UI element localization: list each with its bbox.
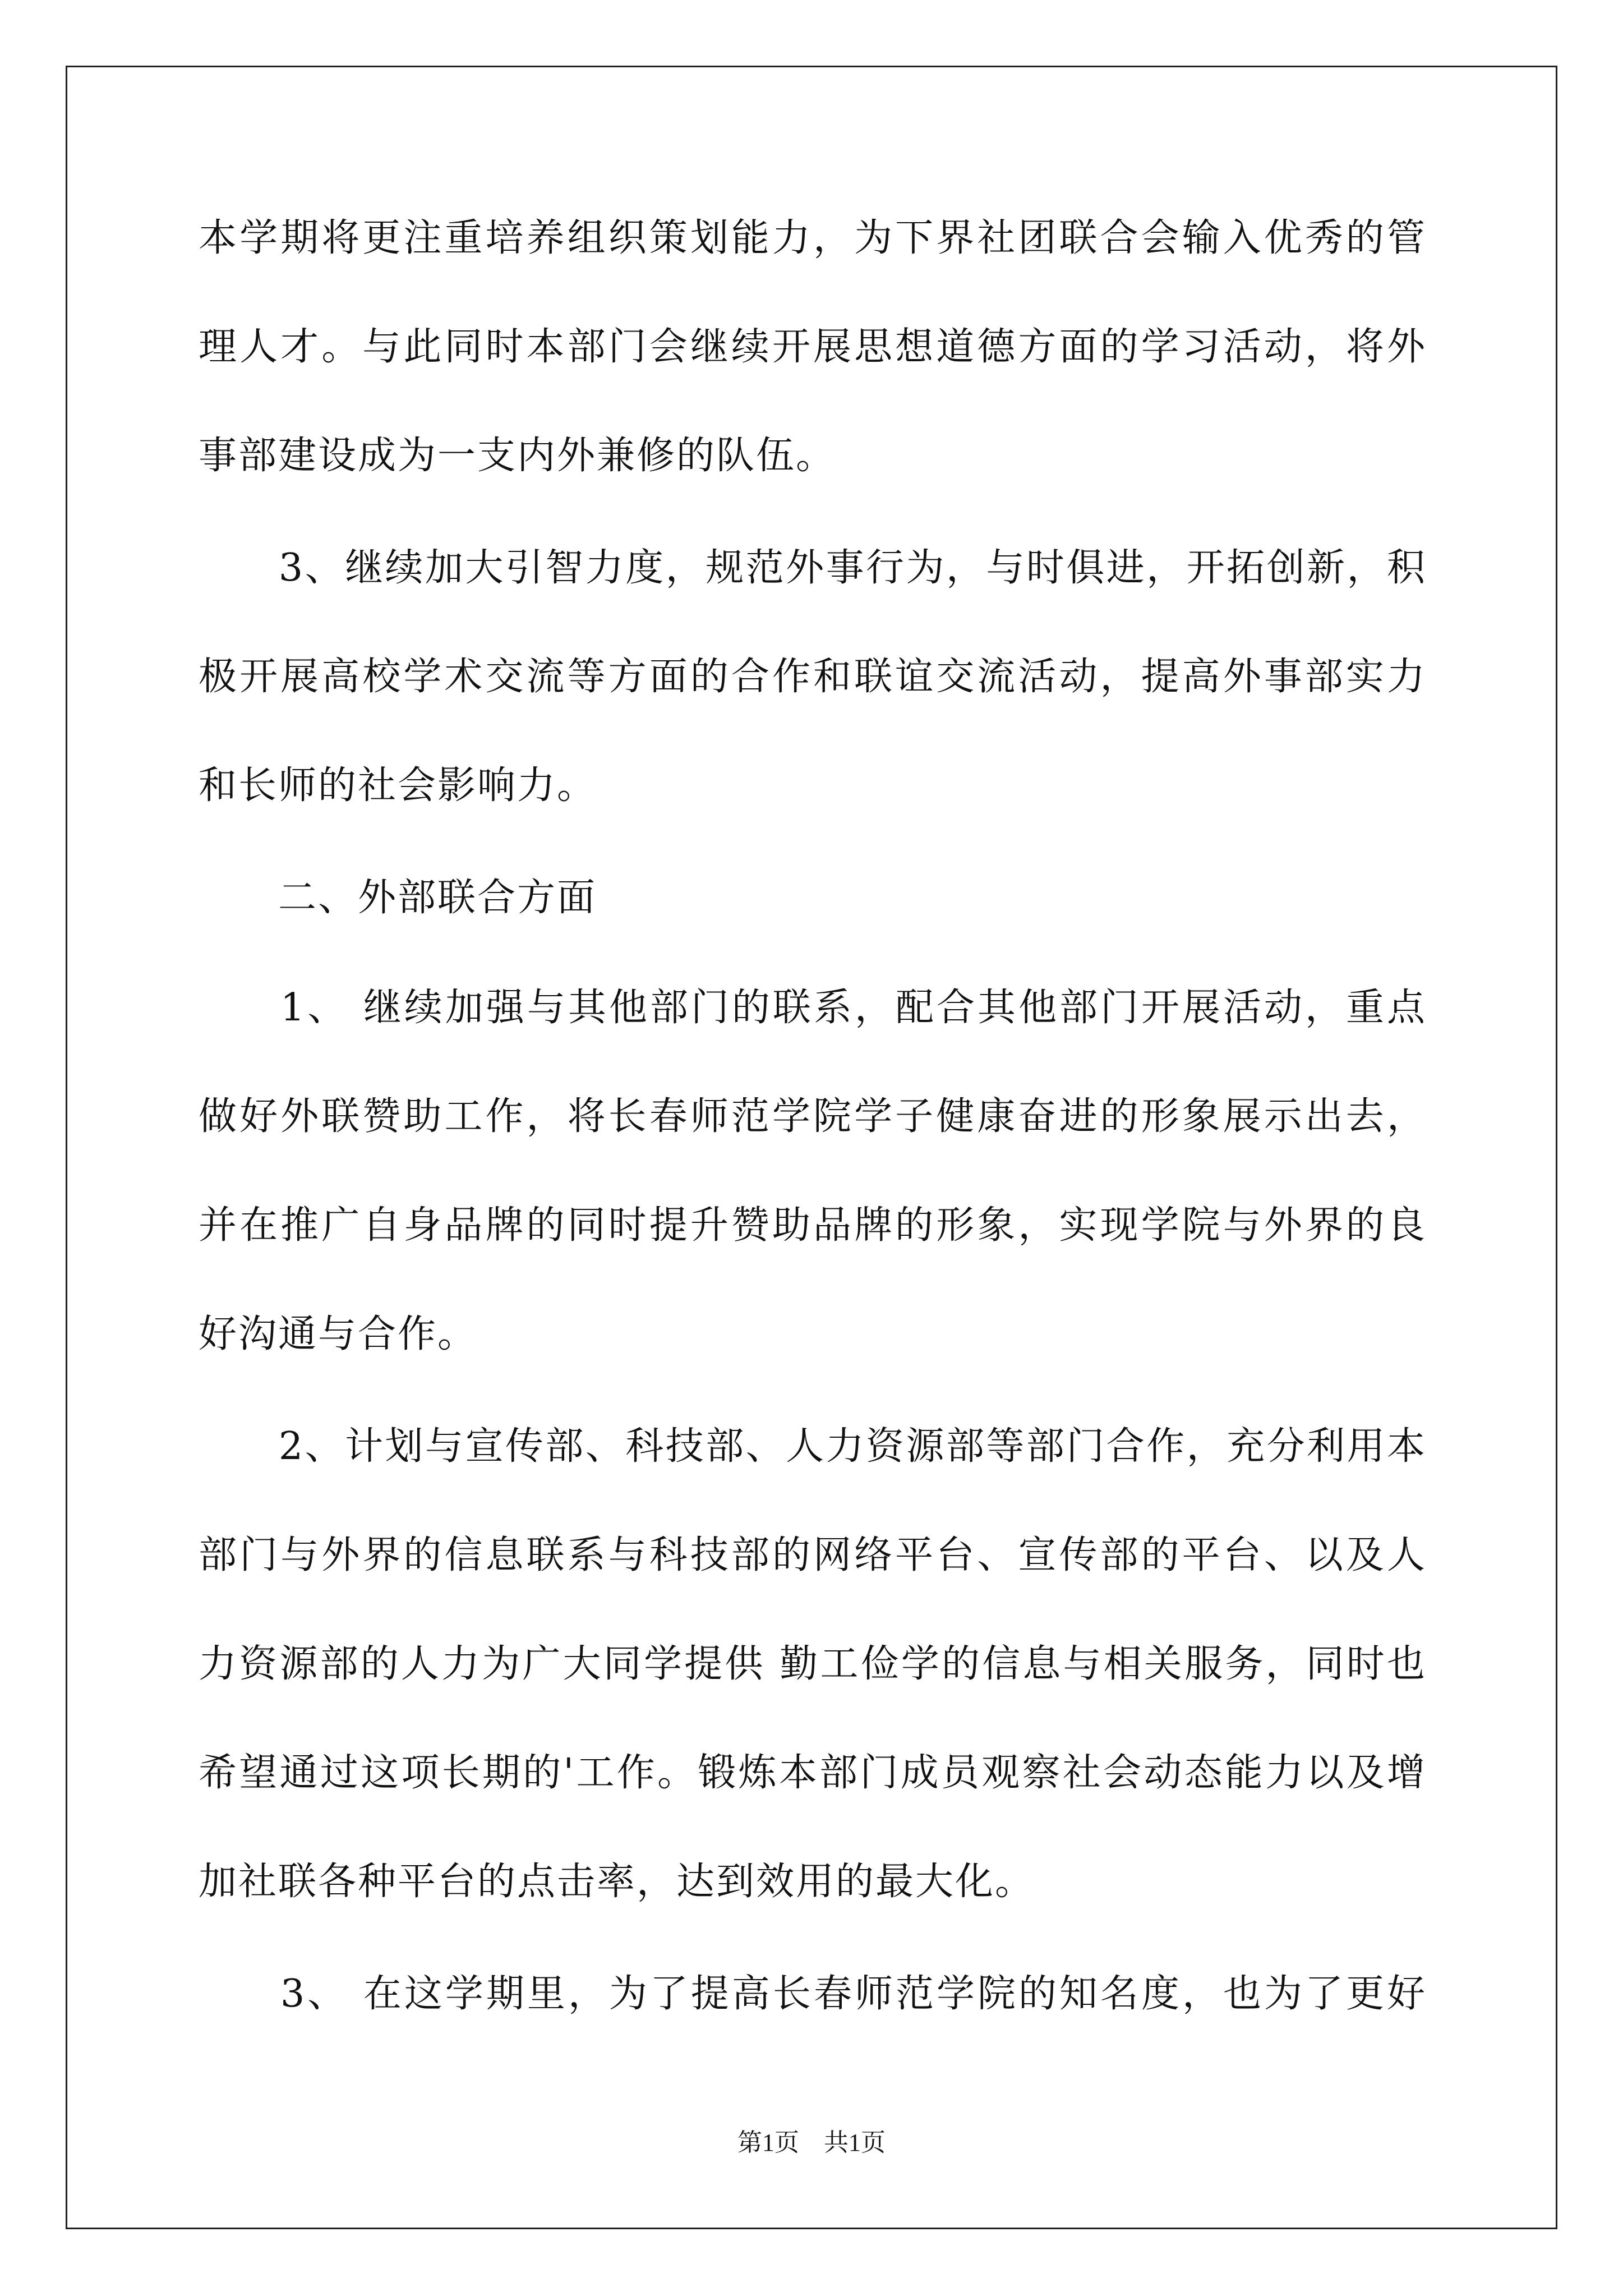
text-line: 极开展高校学术交流等方面的合作和联谊交流活动，提高外事部实力 [199, 655, 1427, 699]
text-line: 并在推广自身品牌的同时提升赞助品牌的形象，实现学院与外界的良 [199, 1203, 1427, 1248]
page-number: 第1页 共1页 [737, 2129, 886, 2156]
text-line: 3、 在这学期里，为了提高长春师范学院的知名度，也为了更好 [199, 1972, 1427, 2016]
text-line: 加社联各种平台的点击率，达到效用的最大化。 [199, 1860, 1035, 1904]
text-line: 理人才。与此同时本部门会继续开展思想道德方面的学习活动，将外 [199, 325, 1427, 369]
text-line: 本学期将更注重培养组织策划能力，为下界社团联合会输入优秀的管 [199, 216, 1427, 260]
text-line: 2、计划与宣传部、科技部、人力资源部等部门合作，充分利用本 [199, 1424, 1427, 1469]
text-line: 做好外联赞助工作，将长春师范学院学子健康奋进的形象展示出去， [199, 1094, 1427, 1139]
text-line: 3、继续加大引智力度，规范外事行为，与时俱进，开拓创新，积 [199, 546, 1427, 590]
text-line: 1、 继续加强与其他部门的联系，配合其他部门开展活动，重点 [199, 986, 1427, 1030]
text-line: 力资源部的人力为广大同学提供 勤工俭学的信息与相关服务，同时也 [199, 1642, 1427, 1686]
text-line: 部门与外界的信息联系与科技部的网络平台、宣传部的平台、以及人 [199, 1533, 1427, 1577]
section-heading: 二、外部联合方面 [199, 876, 597, 920]
text-line: 希望通过这项长期的'工作。锻炼本部门成员观察社会动态能力以及增 [199, 1751, 1427, 1795]
text-line: 事部建设成为一支内外兼修的队伍。 [199, 434, 836, 478]
text-line: 好沟通与合作。 [199, 1312, 478, 1356]
text-line: 和长师的社会影响力。 [199, 763, 597, 808]
